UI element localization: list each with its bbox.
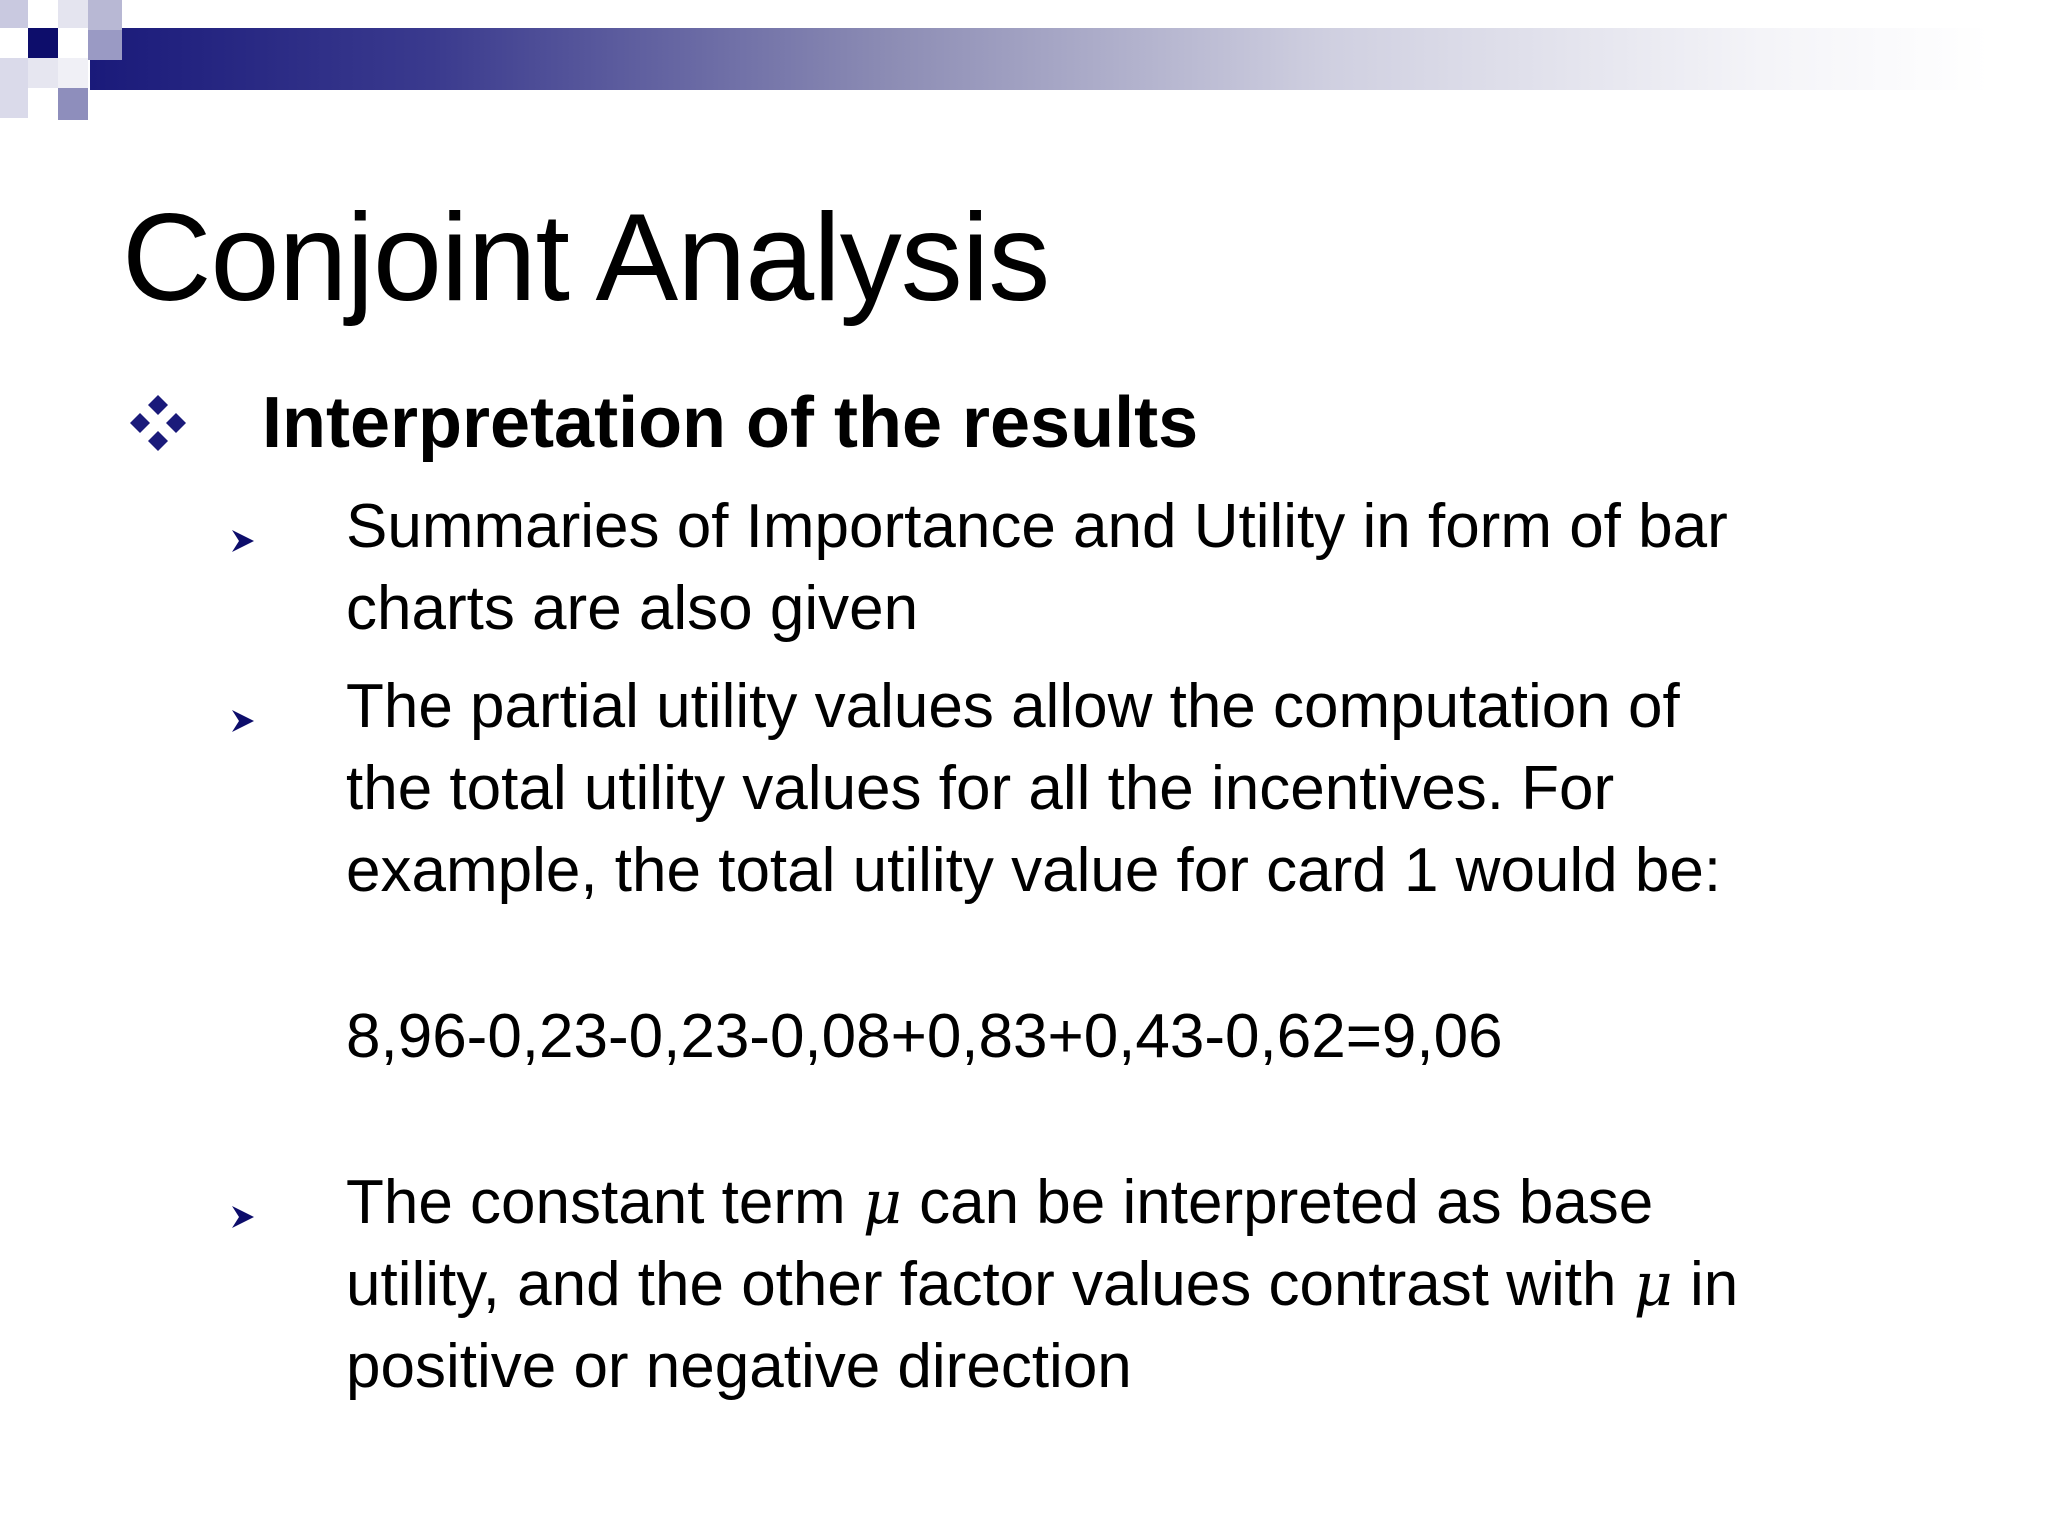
bullet-text-line: Summaries of Importance and Utility in form of bar [346, 492, 1728, 561]
arrow-bullet-icon [230, 1204, 256, 1230]
mu-symbol: μ [862, 1168, 902, 1238]
bullet-text-line: The constant term μ can be interpreted as base [346, 1168, 1654, 1238]
bullet-text-line: The partial utility values allow the computation of [346, 672, 1680, 741]
level1-bullet-item [128, 378, 1199, 468]
bullet-text-line: utility, and the other factor values contrast with μ in [346, 1250, 1739, 1320]
checkered-logo-icon [0, 0, 160, 130]
mu-symbol: μ [1633, 1250, 1673, 1320]
header-gradient-band [90, 28, 1990, 90]
bullet-text-line: the total utility values for all the incentives. For [346, 754, 1615, 823]
arrow-bullet-icon [230, 708, 256, 734]
bullet-text-line: charts are also given [346, 574, 919, 643]
bullet-text-line: positive or negative direction [346, 1332, 1132, 1401]
level1-heading: Interpretation of the results [262, 383, 1199, 463]
arrow-bullet-icon [230, 528, 256, 554]
bullet-text-line: example, the total utility value for card 1 would be: [346, 836, 1722, 905]
formula-line: 8,96-0,23-0,23-0,08+0,83+0,43-0,62=9,06 [346, 1002, 1503, 1071]
slide-title: Conjoint Analysis [122, 189, 1050, 327]
diamond-cluster-icon [128, 393, 188, 453]
